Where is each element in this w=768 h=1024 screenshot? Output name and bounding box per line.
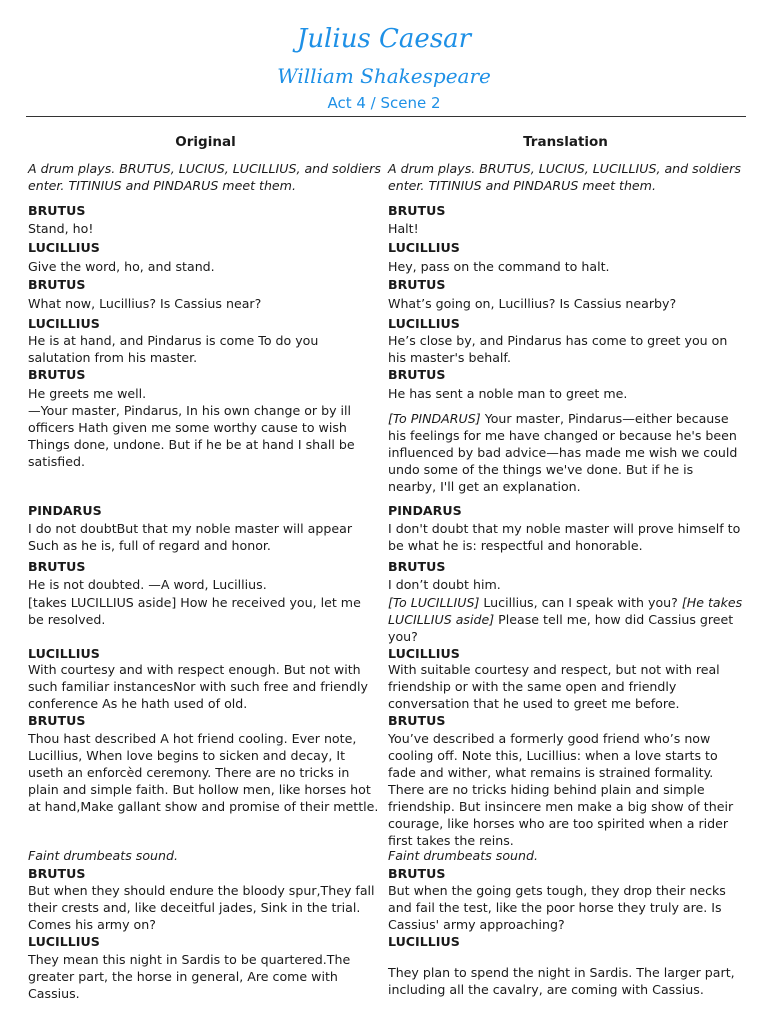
speech-line: They mean this night in Sardis to be quartered.The greater part, the horse in general, Are come with Cassius. — [28, 952, 351, 1001]
speech-line: They plan to spend the night in Sardis. The larger part, including all the cavalry, are coming with Cassius. — [388, 965, 735, 997]
speech-line: He greets me well. — [28, 386, 147, 401]
speaker-name: BRUTUS — [28, 367, 86, 382]
speaker-name: BRUTUS — [388, 866, 446, 881]
speaker-name: PINDARUS — [28, 503, 102, 518]
speech-line: You’ve described a formerly good friend who’s now cooling off. Note this, Lucillius: when a love starts to fade and wither, what remains is strained formality. There are no tricks hiding behind plain and simple friendship. But insincere men make a big show of their courage, like horses who are too spirited when a rider first takes the reins. — [388, 731, 734, 848]
speech-line: I don't doubt that my noble master will prove himself to be what he is: respectful and honorable. — [388, 521, 741, 553]
stage-direction: A drum plays. BRUTUS, LUCIUS, LUCILLIUS, and soldiers enter. TITINIUS and PINDARUS meet them. — [28, 161, 381, 193]
speech-line: He is at hand, and Pindarus is come To do you salutation from his master. — [28, 333, 319, 365]
speech-text: Please tell me, how did Cassius greet you? — [388, 612, 734, 644]
stage-direction: A drum plays. BRUTUS, LUCIUS, LUCILLIUS, and soldiers enter. TITINIUS and PINDARUS meet them. — [388, 161, 741, 193]
play-title: Julius Caesar — [296, 24, 472, 54]
speaker-name: PINDARUS — [388, 503, 462, 518]
speech-text: Lucillius, can I speak with you? — [479, 595, 682, 610]
stage-direction: [To LUCILLIUS] — [388, 595, 480, 610]
speaker-name: LUCILLIUS — [28, 240, 100, 255]
speech-line: —Your master, Pindarus, In his own change or by ill officers Hath given me some worthy cause to wish Things done, undone. But if he be at hand I shall be satisfied. — [28, 403, 355, 469]
stage-direction: [To PINDARUS] — [388, 411, 481, 426]
speech-line: Thou hast described A hot friend cooling. Ever note, Lucillius, When love begins to sicken and decay, It useth an enforcèd ceremony. There are no tricks in plain and simple faith. But hollow men, like horses hot at hand,Make gallant show and promise of their mettle. — [28, 731, 379, 814]
speech-line: He has sent a noble man to greet me. — [388, 386, 628, 401]
translation-column-header: Translation — [523, 134, 608, 150]
speaker-name: BRUTUS — [388, 367, 446, 382]
speech-line: With suitable courtesy and respect, but not with real friendship or with the same open and friendly conversation that he used to greet me before. — [388, 662, 720, 711]
speech-line: But when they should endure the bloody spur,They fall their crests and, like deceitful jades, Sink in the trial. Comes his army on? — [28, 883, 375, 932]
speech-line: Halt! — [388, 221, 419, 236]
speech-line — [388, 594, 744, 645]
speaker-name: BRUTUS — [388, 559, 446, 574]
speaker-name: BRUTUS — [388, 277, 446, 292]
author-name: William Shakespeare — [277, 64, 491, 88]
speaker-name: BRUTUS — [28, 203, 86, 218]
stage-direction: Faint drumbeats sound. — [388, 848, 538, 863]
speaker-name: LUCILLIUS — [28, 934, 100, 949]
speaker-name: LUCILLIUS — [388, 934, 460, 949]
speaker-name: LUCILLIUS — [28, 646, 100, 661]
speech-line: Hey, pass on the command to halt. — [388, 259, 610, 274]
speech-line — [388, 410, 744, 495]
speaker-name: BRUTUS — [28, 713, 86, 728]
speech-line: I do not doubtBut that my noble master will appear Such as he is, full of regard and honor. — [28, 521, 353, 553]
speaker-name: BRUTUS — [388, 203, 446, 218]
original-column-header: Original — [175, 134, 236, 150]
speaker-name: BRUTUS — [388, 713, 446, 728]
speech-line: [takes LUCILLIUS aside] How he received you, let me be resolved. — [28, 595, 361, 627]
speaker-name: LUCILLIUS — [388, 316, 460, 331]
speaker-name: LUCILLIUS — [388, 240, 460, 255]
stage-direction: [He takes LUCILLIUS aside] — [388, 595, 743, 627]
speech-line: What now, Lucillius? Is Cassius near? — [28, 296, 262, 311]
speech-line: Give the word, ho, and stand. — [28, 259, 215, 274]
speech-line: Stand, ho! — [28, 221, 94, 236]
header-divider — [26, 116, 746, 117]
speech-text: Your master, Pindarus—either because his feelings for me have changed or because he's been influenced by bad advice—has made me wish we could undo some of the things we've done. But if he is nearby, I'll get an explanation. — [388, 411, 738, 494]
speech-line: With courtesy and with respect enough. But not with such familiar instancesNor with such free and friendly conference As he hath used of old. — [28, 662, 368, 711]
speaker-name: BRUTUS — [28, 277, 86, 292]
speaker-name: BRUTUS — [28, 559, 86, 574]
speech-line: He is not doubted. —A word, Lucillius. — [28, 577, 267, 592]
speaker-name: LUCILLIUS — [388, 646, 460, 661]
speech-line: I don’t doubt him. — [388, 577, 501, 592]
speaker-name: LUCILLIUS — [28, 316, 100, 331]
scene-label: Act 4 / Scene 2 — [327, 94, 441, 112]
speech-line: He’s close by, and Pindarus has come to greet you on his master's behalf. — [388, 333, 728, 365]
stage-direction: Faint drumbeats sound. — [28, 848, 178, 863]
speech-line: But when the going gets tough, they drop their necks and fail the test, like the poor horse they truly are. Is Cassius' army approaching? — [388, 883, 726, 932]
speaker-name: BRUTUS — [28, 866, 86, 881]
speech-line: What’s going on, Lucillius? Is Cassius nearby? — [388, 296, 677, 311]
